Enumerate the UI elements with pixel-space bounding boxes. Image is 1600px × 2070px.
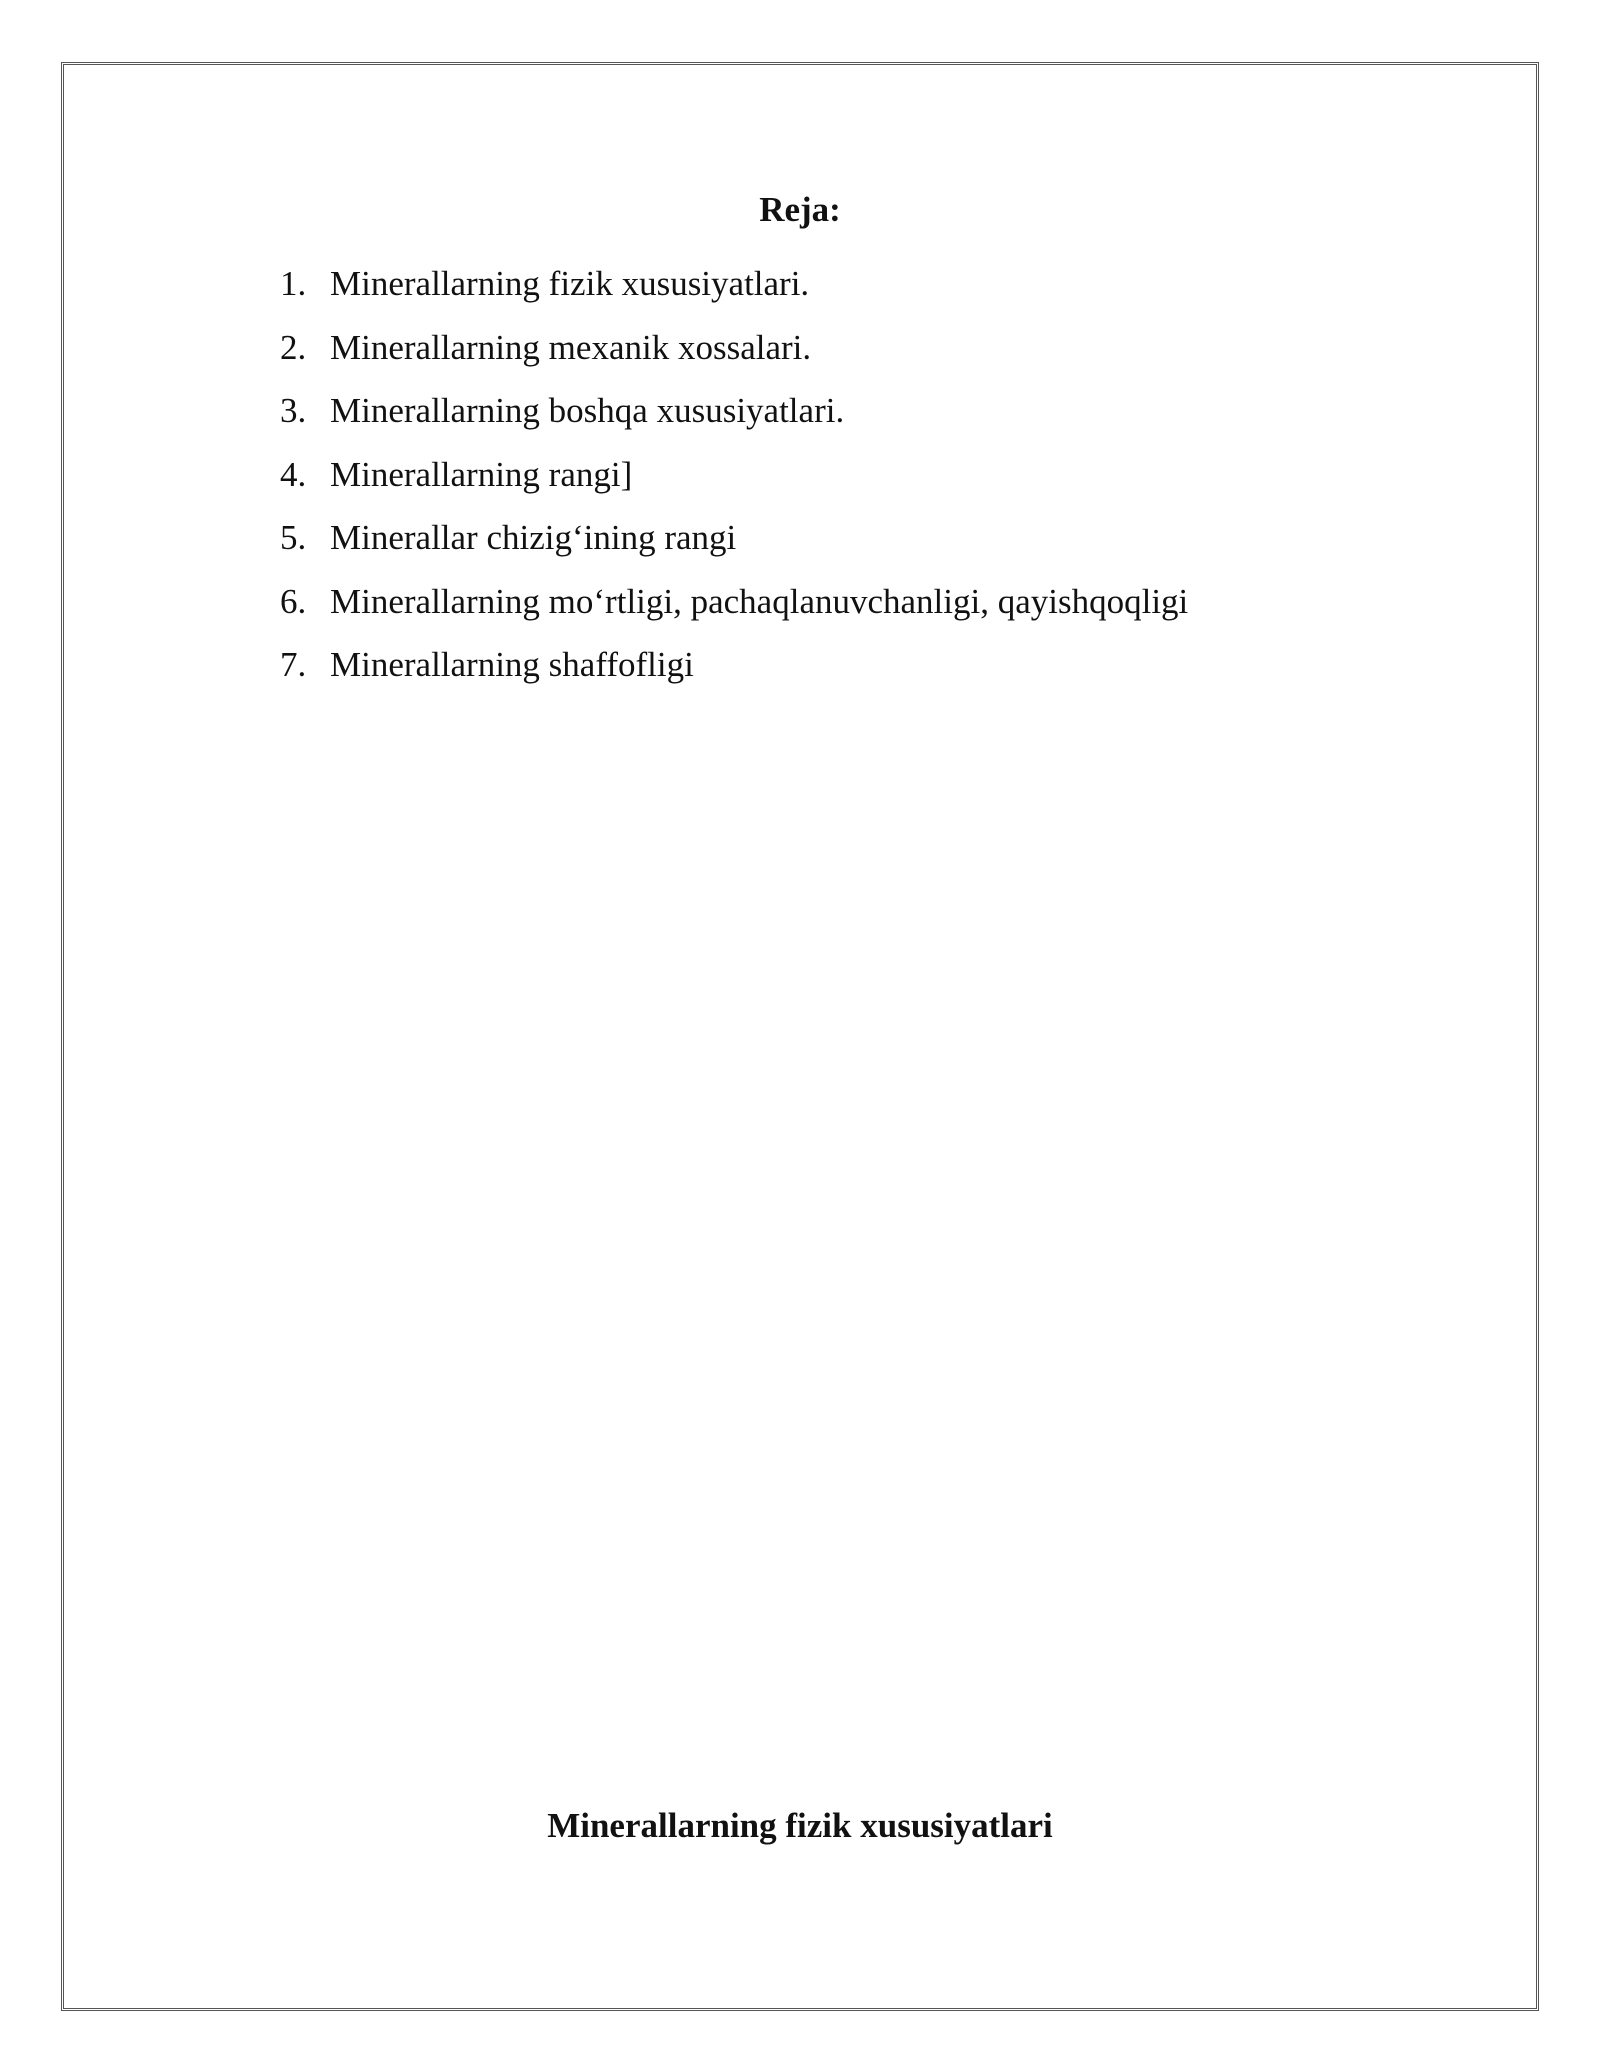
list-item	[280, 326, 1188, 390]
list-item-number: 5.	[280, 518, 307, 557]
list-item	[280, 580, 1188, 644]
list-item	[280, 453, 1188, 517]
list-item	[280, 516, 1188, 580]
list-item-text: Minerallarning fizik xususiyatlari.	[330, 264, 810, 303]
list-item	[280, 389, 1188, 453]
list-item-number: 2.	[280, 327, 307, 367]
list-item-number: 1.	[280, 264, 307, 303]
list-item-text: Minerallarning mexanik xossalari.	[330, 327, 812, 367]
plan-title: Reja:	[759, 190, 841, 229]
list-item-number: 4.	[280, 454, 307, 494]
list-item-number: 7.	[280, 645, 307, 684]
plan-list	[280, 262, 1188, 707]
list-item-text: Minerallar chizig‘ining rangi	[330, 518, 737, 557]
list-item-text: Minerallarning shaffofligi	[330, 645, 694, 684]
section-heading: Minerallarning fizik xususiyatlari	[547, 1806, 1053, 1845]
list-item	[280, 643, 1188, 707]
list-item-text: Minerallarning rangi]	[330, 454, 633, 494]
list-item-text: Minerallarning boshqa xususiyatlari.	[330, 391, 845, 430]
list-item	[280, 262, 1188, 326]
list-item-text: Minerallarning mo‘rtligi, pachaqlanuvchanligi, qayishqoqligi	[330, 581, 1189, 621]
list-item-number: 6.	[280, 581, 307, 621]
list-item-number: 3.	[280, 391, 307, 430]
